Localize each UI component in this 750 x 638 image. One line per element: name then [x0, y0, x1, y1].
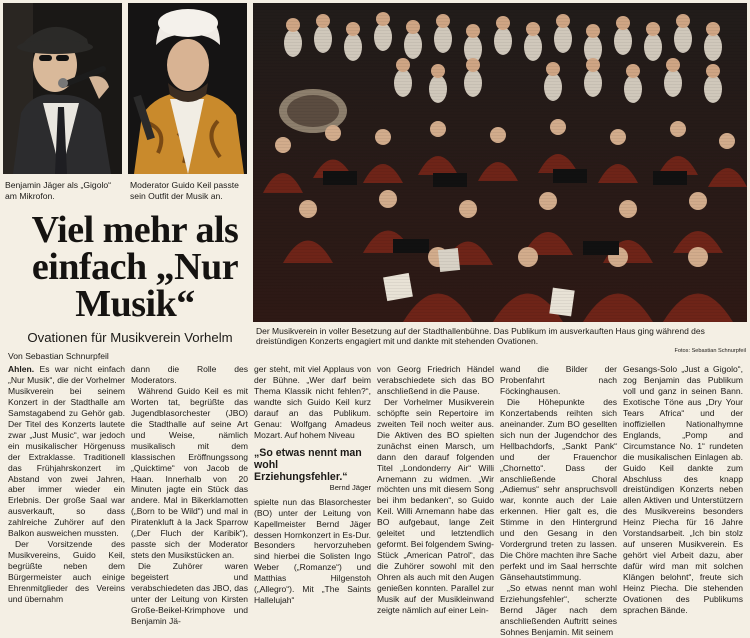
photo-benjamin-jaeger: [3, 3, 122, 174]
singer-illustration: [3, 3, 122, 174]
article-column-6: [623, 364, 743, 615]
dateline: Ahlen.: [8, 364, 35, 374]
article-column-3: [254, 364, 371, 606]
paragraph: Gesangs-Solo „Just a Gigolo“, zog Benjamin das Publikum voll und ganz in seinen Bann. Exotische Töne aus „Dry Your Tears Africa“ und der inoffiziellen Nationalhymne Englands, „Pomp and Circumstance No. 1“ rundeten die musikalischen Einlagen ab. Guido Keil dankte zum Abschluss des knapp dreistündigen Konzerts neben allen Aktiven und Unterstützern des Musikvereins besonders Heinz Piecha für 16 Jahre Vorstandsarbeit. „Ich bin stolz auf unseren Musikverein. Es gehört viel Arbeit dazu, aber dafür wird man mit solchen Klängen belohnt“, freute sich Heinz Piecha. Die stehenden Ovationen des Publikums sprachen Bände.: [623, 364, 743, 615]
paragraph: Die Zuhörer waren begeistert und verabschiedeten das JBO, das unter der Leitung von Kirsten Große-Beikel-Krimphove und Benjamin Jä-: [131, 561, 248, 626]
paragraph: Ahlen. Es war nicht einfach „Nur Musik“, die der Vorhelmer Musikverein bei seinem Konzert in der Stadthalle am Samstagabend zu Gehör gab. Der Titel des Konzerts lautete zwar „Just Music“, war jedoch ein musikalischer Hörgenuss der Extraklasse. Traditionell das Frühjahrskonzert im Abstand von zwei Jahren, aber immer wieder ein Erlebnis. Der große Saal war ausverkauft, so dass zahlreiche Zuhörer auf den Balkon ausweichen mussten.: [8, 364, 126, 539]
caption-photo-1: Benjamin Jäger als „Gigolo“ am Mikrofon.: [5, 180, 112, 201]
pull-quote: [254, 447, 371, 493]
byline: Von Sebastian Schnurpfeil: [8, 351, 109, 361]
caption-photo-3: Der Musikverein in voller Besetzung auf der Stadthallenbühne. Das Publikum im ausverkauften Haus ging während des dreistündigen Konzerts engagiert mit und dankte mit stehenden Ovationen.: [256, 326, 705, 346]
photo-credit: Fotos: Sebastian Schnurpfeil: [674, 348, 746, 354]
paragraph: Der Vorsitzende des Musikvereins, Guido Keil, begrüßte neben dem Bürgermeister auch einige Ehrenmitglieder des Vereins und übernahm: [8, 539, 125, 605]
photo-orchestra: [253, 3, 747, 322]
headline: Viel mehr als einfach „Nur Musik“: [31, 209, 239, 325]
paragraph: wand die Bilder der Probenfahrt nach Föckinghausen.: [500, 364, 617, 396]
paragraph: „So etwas nennt man wohl Erziehungsfehler“, scherzte Bernd Jäger nach dem anschließenden Auftritt seines Sohnes Benjamin. Mit seinem: [500, 583, 617, 637]
moderator-illustration: [128, 3, 247, 174]
paragraph: von Georg Friedrich Händel verabschiedete sich das BO anschließend in die Pause.: [377, 364, 494, 396]
orchestra-illustration: [253, 3, 747, 322]
article-column-2: [131, 364, 248, 626]
pull-quote-author: Bernd Jäger: [329, 482, 371, 492]
paragraph: spielte nun das Blasorchester (BO) unter der Leitung von Kapellmeister Bernd Jäger dessen Hornkonzert in Es-Dur. Besonders hervorzuheben sind hierbei die Solisten Ingo Weber („Romanze“) und Matthias Hilgenstoh („Allegro“). Mit „The Saints Hallelujah“: [254, 496, 371, 606]
paragraph: Der Vorhelmer Musikverein schöpfte sein Repertoire im zweiten Teil noch weiter aus. Die Aktiven des BO spielten zunächst einen Marsch, um dann den darauf folgenden Titel „Londonderry Air“ Willi Arnemann zu widmen. „Wir möchten uns mit diesem Song bei ihm bedanken“, so Guido Keil. Willi Arnemann habe das BO aufgebaut, lange Zeit geleitet und letztendlich geformt. Bei folgendem Swing-Stück „American Patrol“, das die Zuhörer sowohl mit den Ohren als auch mit den Augen genießen konnten. Parallel zur Musik auf der Musikleinwand zeigte nämlich auf einer Lein-: [377, 396, 494, 615]
paragraph: dann die Rolle des Moderators.: [131, 364, 248, 385]
article-column-1: [8, 364, 126, 605]
photo-guido-keil: [128, 3, 247, 174]
paragraph: Während Guido Keil es mit Worten tat, begrüßte das Jugendblasorchester (JBO) die Stadthalle auf seine Art und Weise, nämlich musikalisch mit dem klassischen Eröffnungssong „Quicktime“ von Jacob de Haan. Innerhalb von 20 Minuten jagte ein Stück das andere. Mal in Bikerklamotten („Born to be Wild“) und mal in Piratenkluft à la Jack Sparrow („Der Fluch der Karibik“), passte sich der Moderator stets den Musikstücken an.: [131, 385, 248, 561]
caption-photo-2: Moderator Guido Keil passte sein Outfit der Musik an.: [130, 180, 239, 201]
article-column-5: [500, 364, 617, 637]
article-column-4: [377, 364, 494, 615]
subtitle: Ovationen für Musikverein Vorhelm: [27, 330, 233, 345]
paragraph: Die Höhepunkte des Konzertabends reihten sich aneinander. Zum BO gesellten sich nun der Jugendchor des Hellbachdorfs, „Sankt Pank“ und der Frauenchor „Chornetto“. Dass der anschließende Choral „Adiemus“ sehr anspruchsvoll war, konnte auch der Laie erkennen. Hier galt es, die Stimme in den Hintergrund und den Gesang in den Vordergrund treten zu lassen. Die Chöre machten ihre Sache perfekt und im Saal herrschte Gänsehautstimmung.: [500, 396, 617, 583]
paragraph: ger steht, mit viel Applaus von der Bühne. „Wer darf beim Thema Klassik nicht fehlen?“, wandte sich Guido Keil kurz darauf an das Publikum. Genau: Wolfgang Amadeus Mozart. Auf hohem Niveau: [254, 364, 371, 440]
pull-quote-text: „So etwas nennt man wohl Erziehungsfehler.“: [254, 446, 362, 483]
